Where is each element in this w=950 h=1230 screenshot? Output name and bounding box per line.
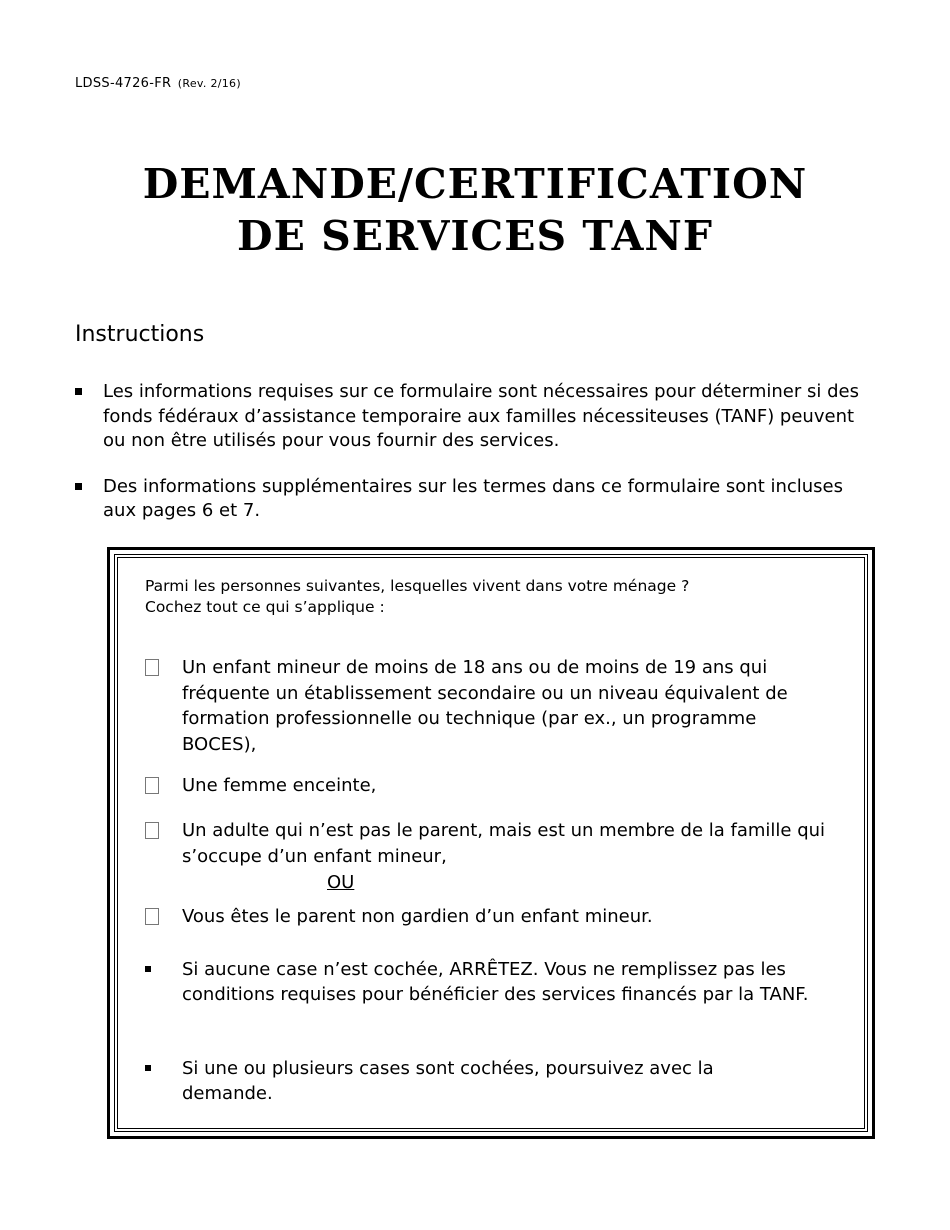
option-label: Un adulte qui n’est pas le parent, mais est un membre de la famille qui s’occupe d’un enfant mineur, bbox=[182, 820, 826, 867]
instructions-heading: Instructions bbox=[75, 322, 205, 347]
instructions-list bbox=[75, 380, 875, 545]
question-line-1: Parmi les personnes suivantes, lesquelles vivent dans votre ménage ? bbox=[145, 577, 690, 595]
form-revision: (Rev. 2/16) bbox=[177, 77, 241, 90]
checkbox-pregnant-woman[interactable] bbox=[145, 777, 159, 794]
or-label: OU bbox=[327, 872, 355, 893]
bullet-square-icon bbox=[75, 483, 82, 490]
checkbox-noncustodial-parent[interactable] bbox=[145, 908, 159, 925]
option-relative-adult bbox=[145, 818, 845, 869]
option-label: Une femme enceinte, bbox=[182, 775, 377, 796]
option-noncustodial-parent bbox=[145, 904, 805, 930]
bullet-square-icon bbox=[145, 966, 151, 972]
option-label: Un enfant mineur de moins de 18 ans ou de moins de 19 ans qui fréquente un établissement secondaire ou un niveau équivalent de formation professionnelle ou technique (par ex., un programme BOCES), bbox=[182, 657, 788, 755]
note-text: Si une ou plusieurs cases sont cochées, poursuivez avec la demande. bbox=[182, 1058, 714, 1104]
checkbox-minor-child[interactable] bbox=[145, 659, 159, 676]
option-minor-child bbox=[145, 655, 805, 757]
question-line-2: Cochez tout ce qui s’applique : bbox=[145, 598, 385, 616]
note-none-checked bbox=[145, 957, 835, 1007]
title-line-2: DE SERVICES TANF bbox=[237, 212, 713, 260]
instruction-item bbox=[75, 475, 875, 524]
form-number: LDSS-4726-FR bbox=[75, 76, 172, 91]
instruction-text: Les informations requises sur ce formulaire sont nécessaires pour déterminer si des fonds fédéraux d’assistance temporaire aux familles nécessiteuses (TANF) peuvent ou non être utilisés pour vous fournir des services. bbox=[103, 381, 859, 451]
bullet-square-icon bbox=[75, 388, 82, 395]
household-question bbox=[145, 576, 689, 618]
instruction-item bbox=[75, 380, 875, 454]
note-some-checked bbox=[145, 1056, 765, 1106]
checkbox-relative-adult[interactable] bbox=[145, 822, 159, 839]
page-title bbox=[0, 158, 950, 262]
title-line-1: DEMANDE/CERTIFICATION bbox=[142, 160, 808, 208]
instruction-text: Des informations supplémentaires sur les termes dans ce formulaire sont incluses aux pages 6 et 7. bbox=[103, 475, 844, 521]
option-pregnant-woman bbox=[145, 773, 805, 799]
note-text: Si aucune case n’est cochée, ARRÊTEZ. Vous ne remplissez pas les conditions requises pour bénéficier des services financés par la TANF. bbox=[182, 959, 809, 1005]
option-label: Vous êtes le parent non gardien d’un enfant mineur. bbox=[182, 906, 653, 927]
form-identifier bbox=[75, 76, 241, 91]
bullet-square-icon bbox=[145, 1065, 151, 1071]
